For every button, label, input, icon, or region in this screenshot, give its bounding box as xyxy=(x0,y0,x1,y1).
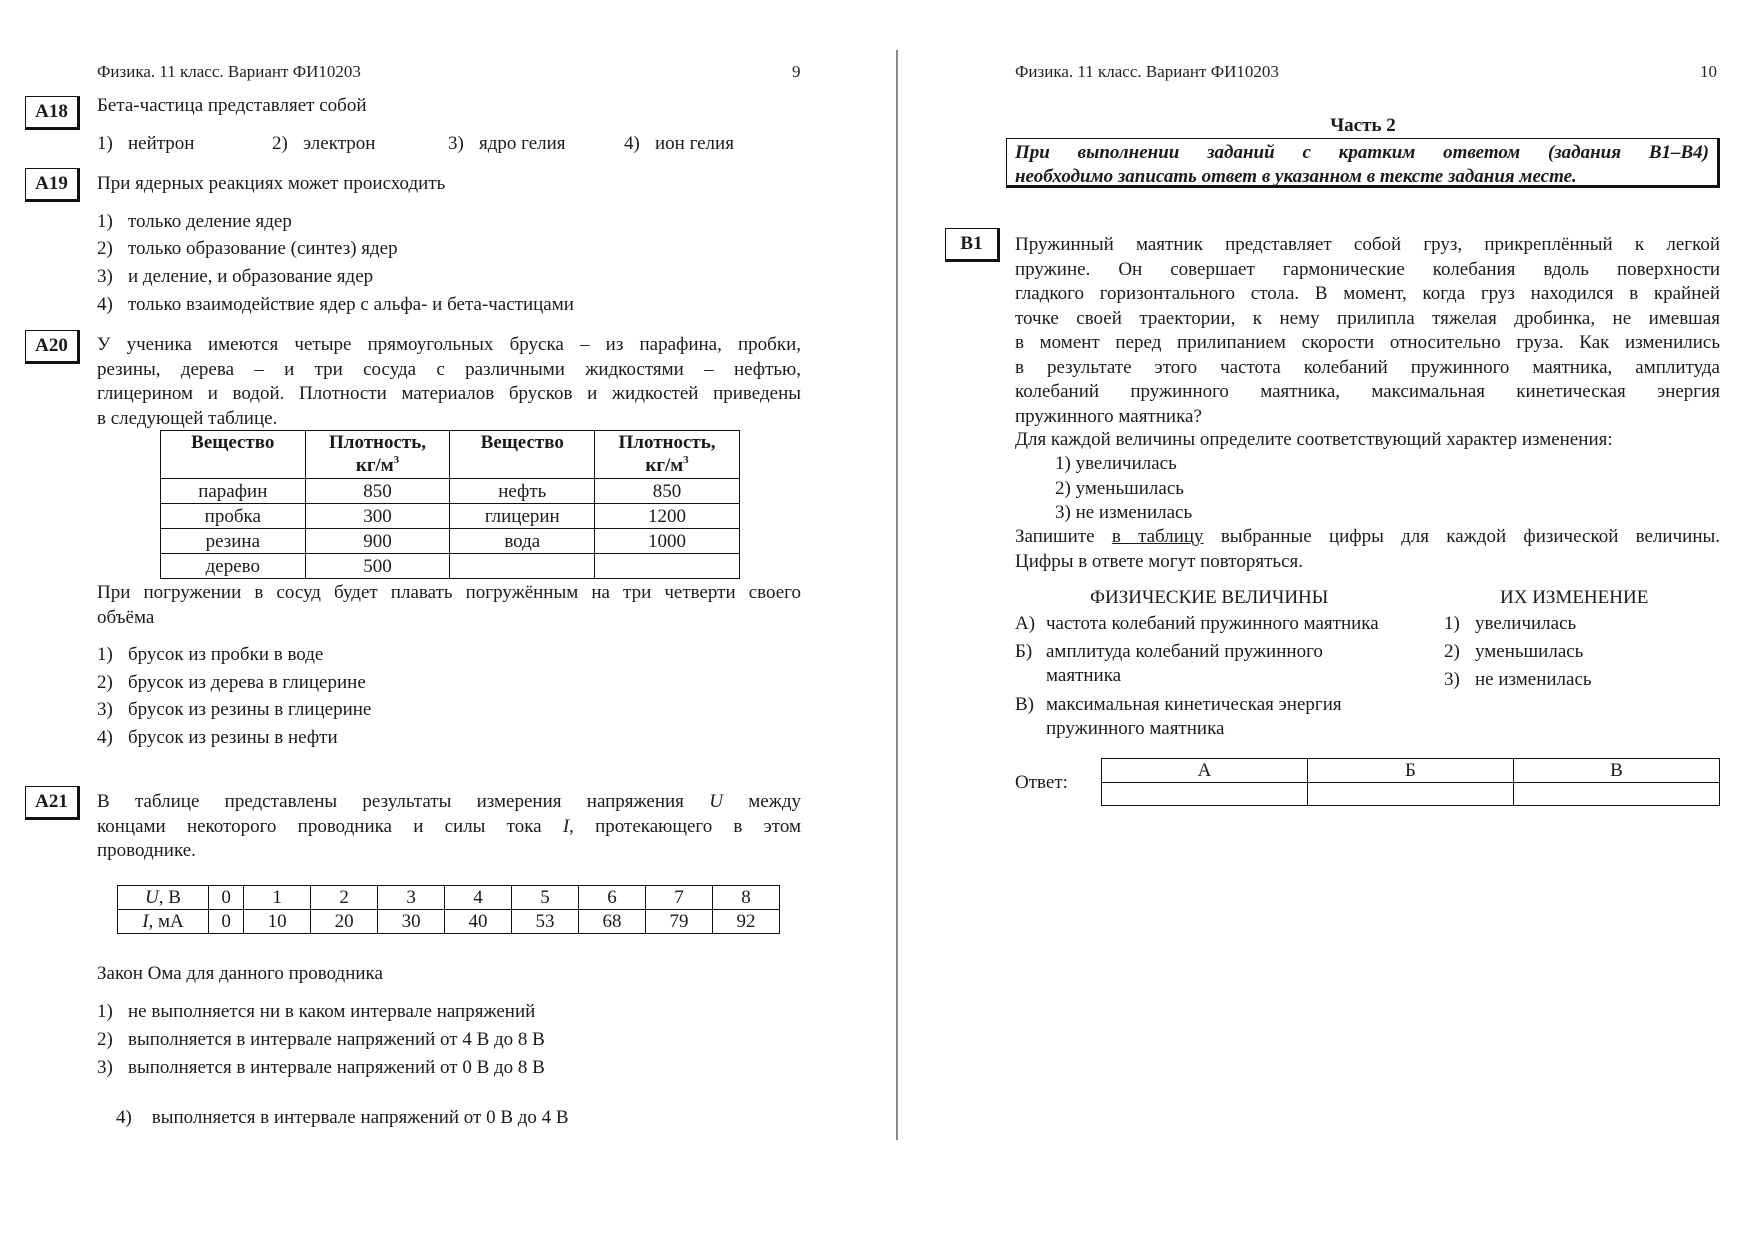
table-cell: 30 xyxy=(378,910,445,934)
text-line: В таблице представлены результаты измерения напряжения U между xyxy=(97,791,801,812)
text-line: пружинного маятника? xyxy=(1015,405,1202,427)
option-text: не выполняется ни в каком интервале напряжений xyxy=(128,1001,536,1022)
table-cell: 1000 xyxy=(595,529,740,554)
a20-option-4[interactable] xyxy=(97,727,338,749)
part-instruction-box xyxy=(1006,138,1720,188)
b1-change-option-3: 3) не изменилась xyxy=(1055,502,1193,523)
table-cell: 8 xyxy=(712,886,779,910)
table-cell: дерево xyxy=(161,554,306,579)
option-number: 1) xyxy=(97,211,113,232)
change-text: уменьшилась xyxy=(1475,641,1584,662)
option-text: выполняется в интервале напряжений от 0 В до 4 В xyxy=(147,1107,569,1128)
table-cell: 68 xyxy=(579,910,646,934)
option-text: брусок из пробки в воде xyxy=(128,644,324,665)
question-a20-prompt xyxy=(97,581,801,630)
option-number: 1) xyxy=(97,644,113,665)
quantity-text-cont: маятника xyxy=(1046,665,1122,686)
quantity-text-cont: пружинного маятника xyxy=(1046,718,1225,739)
table-cell: 1 xyxy=(244,886,311,910)
table-row xyxy=(161,529,740,554)
part-title: Часть 2 xyxy=(1330,115,1396,136)
quantity-letter: Б) xyxy=(1015,641,1033,662)
option-number: 4) xyxy=(97,294,113,315)
option-number: 4) xyxy=(624,133,640,154)
question-b1-text xyxy=(1015,233,1720,429)
table-cell: парафин xyxy=(161,479,306,504)
option-text: ион гелия xyxy=(655,133,734,154)
table-row-current xyxy=(118,910,780,934)
option-text: брусок из резины в глицерине xyxy=(128,699,372,720)
change-number: 1) xyxy=(1444,613,1460,634)
table-cell: 4 xyxy=(445,886,512,910)
quantity-a xyxy=(1015,613,1379,635)
text-line: концами некоторого проводника и силы тока I, протекающего в этом xyxy=(97,815,801,837)
text-line: У ученика имеются четыре прямоугольных бруска – из парафина, пробки, xyxy=(97,334,801,355)
option-number: 3) xyxy=(97,266,113,287)
answer-column-header: В xyxy=(1513,759,1719,783)
voltage-current-table xyxy=(117,885,780,934)
table-link[interactable]: в таблицу xyxy=(1111,526,1204,547)
table-row xyxy=(161,504,740,529)
page-number-right: 10 xyxy=(1700,62,1717,81)
text-line: объёма xyxy=(97,606,155,628)
a18-option-2[interactable] xyxy=(272,133,375,155)
text-line: в момент перед прилипанием скорости относительно груза. Как изменились xyxy=(1015,332,1720,353)
option-number: 2) xyxy=(272,133,288,154)
a19-option-3[interactable] xyxy=(97,266,373,288)
question-label-b1: B1 xyxy=(945,228,1000,262)
text-line: пружине. Он совершает гармонические колебания вдоль поверхности xyxy=(1015,258,1720,280)
a21-option-4[interactable] xyxy=(97,1085,569,1151)
table-cell: 300 xyxy=(305,504,450,529)
table-cell: пробка xyxy=(161,504,306,529)
table-cell: 2 xyxy=(311,886,378,910)
answer-header-row xyxy=(1102,759,1720,783)
table-cell: 850 xyxy=(595,479,740,504)
text-line: точке своей траектории, к нему прилипла тяжелая дробинка, не имевшая xyxy=(1015,307,1720,329)
row-label-voltage: U, В xyxy=(118,886,209,910)
option-text: брусок из резины в нефти xyxy=(128,727,338,748)
change-2 xyxy=(1444,641,1583,663)
question-a21-text xyxy=(97,790,801,864)
text-line: глицерином и водой. Плотности материалов брусков и жидкостей приведены xyxy=(97,383,801,404)
a20-option-2[interactable] xyxy=(97,672,366,694)
option-text: нейтрон xyxy=(128,133,195,154)
quantity-text: амплитуда колебаний пружинного xyxy=(1046,641,1323,662)
table-cell: 3 xyxy=(378,886,445,910)
b1-change-option-1: 1) увеличилась xyxy=(1055,453,1177,474)
table-cell xyxy=(450,554,595,579)
column-title-changes: ИХ ИЗМЕНЕНИЕ xyxy=(1500,587,1649,608)
header-cell: Вещество xyxy=(161,431,306,479)
text-line: резины, дерева – и три сосуда с различными жидкостями – нефтью, xyxy=(97,358,801,380)
a19-option-4[interactable] xyxy=(97,294,574,316)
a19-option-2[interactable] xyxy=(97,238,398,260)
b1-write-instruction: Запишите в таблицу выбранные цифры для каждой физической величины. xyxy=(1015,526,1720,547)
quantity-text: максимальная кинетическая энергия xyxy=(1046,694,1342,715)
table-cell: 0 xyxy=(209,886,244,910)
a18-option-3[interactable] xyxy=(448,133,566,155)
text-line: При погружении в сосуд будет плавать погружённым на три четверти своего xyxy=(97,582,801,603)
answer-input-row xyxy=(1102,783,1720,806)
answer-cell-a[interactable] xyxy=(1102,783,1308,806)
table-cell: 92 xyxy=(712,910,779,934)
table-cell: резина xyxy=(161,529,306,554)
text-line: гладкого горизонтального стола. В момент, когда груз находился в крайней xyxy=(1015,283,1720,304)
table-cell: 79 xyxy=(645,910,712,934)
text-line: в следующей таблице. xyxy=(97,407,278,429)
option-number: 2) xyxy=(97,1029,113,1050)
answer-cell-b[interactable] xyxy=(1308,783,1514,806)
quantity-v xyxy=(1015,694,1342,716)
table-cell: 0 xyxy=(209,910,244,934)
table-cell: 5 xyxy=(512,886,579,910)
table-cell: 7 xyxy=(645,886,712,910)
a19-option-1[interactable] xyxy=(97,211,292,233)
table-cell: 53 xyxy=(512,910,579,934)
page-header-right: Физика. 11 класс. Вариант ФИ10203 xyxy=(1015,62,1279,81)
change-text: не изменилась xyxy=(1475,669,1592,690)
answer-column-header: А xyxy=(1102,759,1308,783)
table-cell: 850 xyxy=(305,479,450,504)
question-a20-text xyxy=(97,333,801,431)
a20-option-1[interactable] xyxy=(97,644,323,666)
text-line: в результате этого частота колебаний пружинного маятника, амплитуда xyxy=(1015,356,1720,378)
table-row-voltage xyxy=(118,886,780,910)
option-text: выполняется в интервале напряжений от 0 В до 8 В xyxy=(128,1057,545,1078)
b1-instruction: Для каждой величины определите соответствующий характер изменения: xyxy=(1015,429,1613,450)
table-cell: 900 xyxy=(305,529,450,554)
text-line: Пружинный маятник представляет собой груз, прикреплённый к легкой xyxy=(1015,234,1720,255)
a21-option-2[interactable] xyxy=(97,1029,545,1051)
table-cell: 6 xyxy=(579,886,646,910)
table-cell: 10 xyxy=(244,910,311,934)
question-label-a21: A21 xyxy=(25,786,80,820)
option-text: брусок из дерева в глицерине xyxy=(128,672,366,693)
answer-cell-v[interactable] xyxy=(1513,783,1719,806)
option-text: выполняется в интервале напряжений от 4 В до 8 В xyxy=(128,1029,545,1050)
header-cell: Плотность, $кг/м^3$ xyxy=(305,431,450,479)
page-number: 9 xyxy=(792,62,801,81)
answer-column-header: Б xyxy=(1308,759,1514,783)
table-cell: вода xyxy=(450,529,595,554)
table-row xyxy=(161,554,740,579)
change-text: увеличилась xyxy=(1475,613,1577,634)
option-number: 4) xyxy=(116,1107,132,1128)
header-cell: Плотность, $кг/м^3$ xyxy=(595,431,740,479)
table-cell: 20 xyxy=(311,910,378,934)
quantity-text: частота колебаний пружинного маятника xyxy=(1046,613,1379,634)
question-label-a19: A19 xyxy=(25,168,80,202)
option-number: 4) xyxy=(97,727,113,748)
text-line: колебаний пружинного маятника, максимальная кинетическая энергия xyxy=(1015,381,1720,402)
change-number: 3) xyxy=(1444,669,1460,690)
change-1 xyxy=(1444,613,1576,635)
table-cell xyxy=(595,554,740,579)
question-a19-text: При ядерных реакциях может происходить xyxy=(97,173,446,194)
option-text: только образование (синтез) ядер xyxy=(128,238,398,259)
question-a18-text: Бета-частица представляет собой xyxy=(97,95,367,116)
question-a21-prompt: Закон Ома для данного проводника xyxy=(97,963,383,984)
text-line: проводнике. xyxy=(97,840,196,861)
question-label-a20: A20 xyxy=(25,330,80,364)
option-number: 2) xyxy=(97,238,113,259)
option-text: и деление, и образование ядер xyxy=(128,266,374,287)
a18-option-1[interactable] xyxy=(97,133,194,155)
instruction-line: При выполнении заданий с кратким ответом (задания В1–В4) xyxy=(1015,142,1709,163)
option-number: 3) xyxy=(448,133,464,154)
a18-option-4[interactable] xyxy=(624,133,734,155)
option-number: 1) xyxy=(97,1001,113,1022)
quantity-letter: А) xyxy=(1015,613,1036,634)
table-cell: 1200 xyxy=(595,504,740,529)
option-number: 2) xyxy=(97,672,113,693)
a21-option-3[interactable] xyxy=(97,1057,545,1079)
quantity-letter: В) xyxy=(1015,694,1034,715)
header-cell: Вещество xyxy=(450,431,595,479)
question-label-a18: A18 xyxy=(25,96,80,130)
change-number: 2) xyxy=(1444,641,1460,662)
answer-label: Ответ: xyxy=(1015,772,1068,793)
row-label-current: I, мА xyxy=(118,910,209,934)
density-table xyxy=(160,430,740,579)
quantity-b xyxy=(1015,641,1323,663)
option-text: ядро гелия xyxy=(479,133,566,154)
b1-change-option-2: 2) уменьшилась xyxy=(1055,478,1184,499)
instruction-line: необходимо записать ответ в указанном в тексте задания месте. xyxy=(1015,166,1577,187)
a20-option-3[interactable] xyxy=(97,699,371,721)
change-3 xyxy=(1444,669,1592,691)
table-cell: нефть xyxy=(450,479,595,504)
table-cell: 40 xyxy=(445,910,512,934)
table-row xyxy=(161,479,740,504)
table-cell: 500 xyxy=(305,554,450,579)
option-text: только взаимодействие ядер с альфа- и бета-частицами xyxy=(128,294,574,315)
table-cell: глицерин xyxy=(450,504,595,529)
answer-table xyxy=(1101,758,1720,806)
column-title-quantities: ФИЗИЧЕСКИЕ ВЕЛИЧИНЫ xyxy=(1090,587,1329,608)
option-number: 3) xyxy=(97,1057,113,1078)
option-text: только деление ядер xyxy=(128,211,292,232)
option-number: 3) xyxy=(97,699,113,720)
a21-option-1[interactable] xyxy=(97,1001,535,1023)
option-number: 1) xyxy=(97,133,113,154)
option-text: электрон xyxy=(303,133,376,154)
b1-repeat-note: Цифры в ответе могут повторяться. xyxy=(1015,551,1303,572)
page-header: Физика. 11 класс. Вариант ФИ10203 xyxy=(97,62,361,81)
